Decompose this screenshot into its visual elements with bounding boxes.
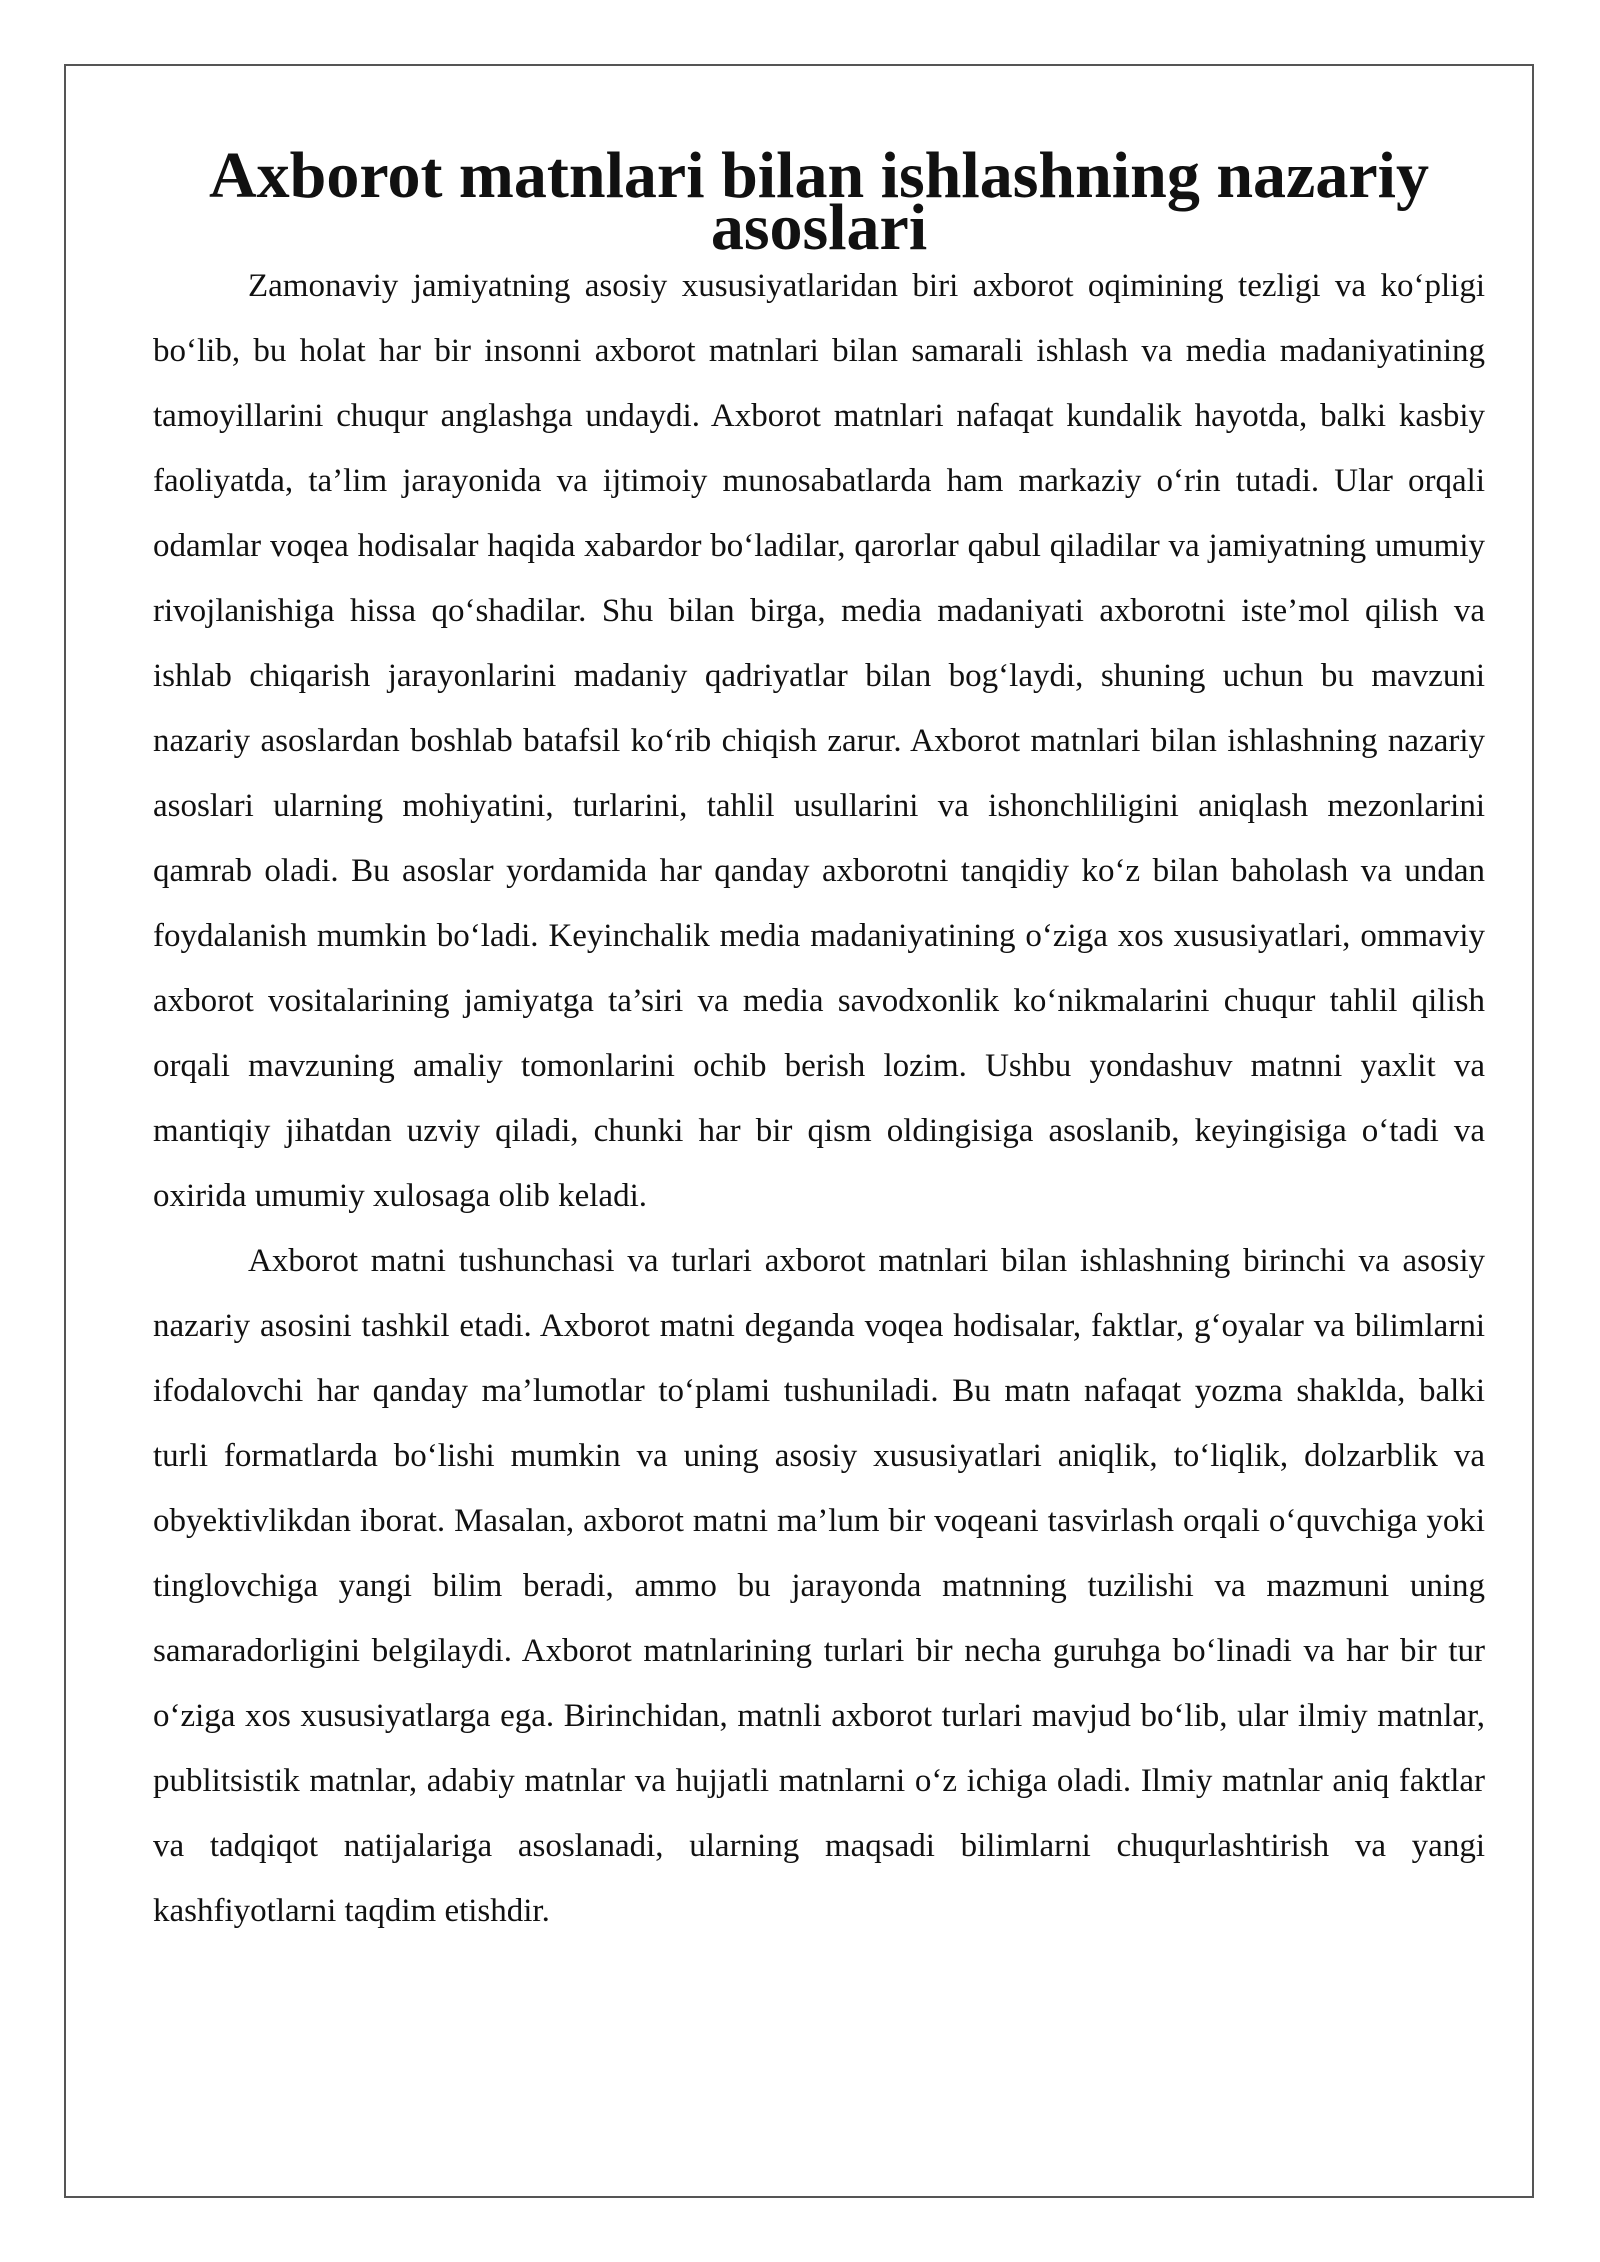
- document-body: [153, 139, 1485, 1944]
- paragraph-1: Zamonaviy jamiyatning asosiy xususiyatlaridan biri axborot oqimining tezligi va ko‘pligi bo‘lib, bu holat har bir insonni axborot matnlari bilan samarali ishlash va media madaniyatining tamoyillarini chuqur anglashga undaydi. Axborot matnlari nafaqat kundalik hayotda, balki kasbiy faoliyatda, ta’lim jarayonida va ijtimoiy munosabatlarda ham markaziy o‘rin tutadi. Ular orqali odamlar voqea hodisalar haqida xabardor bo‘ladilar, qarorlar qabul qiladilar va jamiyatning umumiy rivojlanishiga hissa qo‘shadilar. Shu bilan birga, media madaniyati axborotni iste’mol qilish va ishlab chiqarish jarayonlarini madaniy qadriyatlar bilan bog‘laydi, shuning uchun bu mavzuni nazariy asoslardan boshlab batafsil ko‘rib chiqish zarur. Axborot matnlari bilan ishlashning nazariy asoslari ularning mohiyatini, turlarini, tahlil usullarini va ishonchliligini aniqlash mezonlarini qamrab oladi. Bu asoslar yordamida har qanday axborotni tanqidiy ko‘z bilan baholash va undan foydalanish mumkin bo‘ladi. Keyinchalik media madaniyatining o‘ziga xos xususiyatlari, ommaviy axborot vositalarining jamiyatga ta’siri va media savodxonlik ko‘nikmalarini chuqur tahlil qilish orqali mavzuning amaliy tomonlarini ochib berish lozim. Ushbu yondashuv matnni yaxlit va mantiqiy jihatdan uzviy qiladi, chunki har bir qism oldingisiga asoslanib, keyingisiga o‘tadi va oxirida umumiy xulosaga olib keladi.: [153, 268, 1485, 1214]
- document-title: Axborot matnlari bilan ishlashning nazariy asoslari: [208, 139, 1429, 264]
- paragraph-2: Axborot matni tushunchasi va turlari axborot matnlari bilan ishlashning birinchi va asosiy nazariy asosini tashkil etadi. Axborot matni deganda voqea hodisalar, faktlar, g‘oyalar va bilimlarni ifodalovchi har qanday ma’lumotlar to‘plami tushuniladi. Bu matn nafaqat yozma shaklda, balki turli formatlarda bo‘lishi mumkin va uning asosiy xususiyatlari aniqlik, to‘liqlik, dolzarblik va obyektivlikdan iborat. Masalan, axborot matni ma’lum bir voqeani tasvirlash orqali o‘quvchiga yoki tinglovchiga yangi bilim beradi, ammo bu jarayonda matnning tuzilishi va mazmuni uning samaradorligini belgilaydi. Axborot matnlarining turlari bir necha guruhga bo‘linadi va har bir tur o‘ziga xos xususiyatlarga ega. Birinchidan, matnli axborot turlari mavjud bo‘lib, ular ilmiy matnlar, publitsistik matnlar, adabiy matnlar va hujjatli matnlarni o‘z ichiga oladi. Ilmiy matnlar aniq faktlar va tadqiqot natijalariga asoslanadi, ularning maqsadi bilimlarni chuqurlashtirish va yangi kashfiyotlarni taqdim etishdir.: [153, 1243, 1485, 1929]
